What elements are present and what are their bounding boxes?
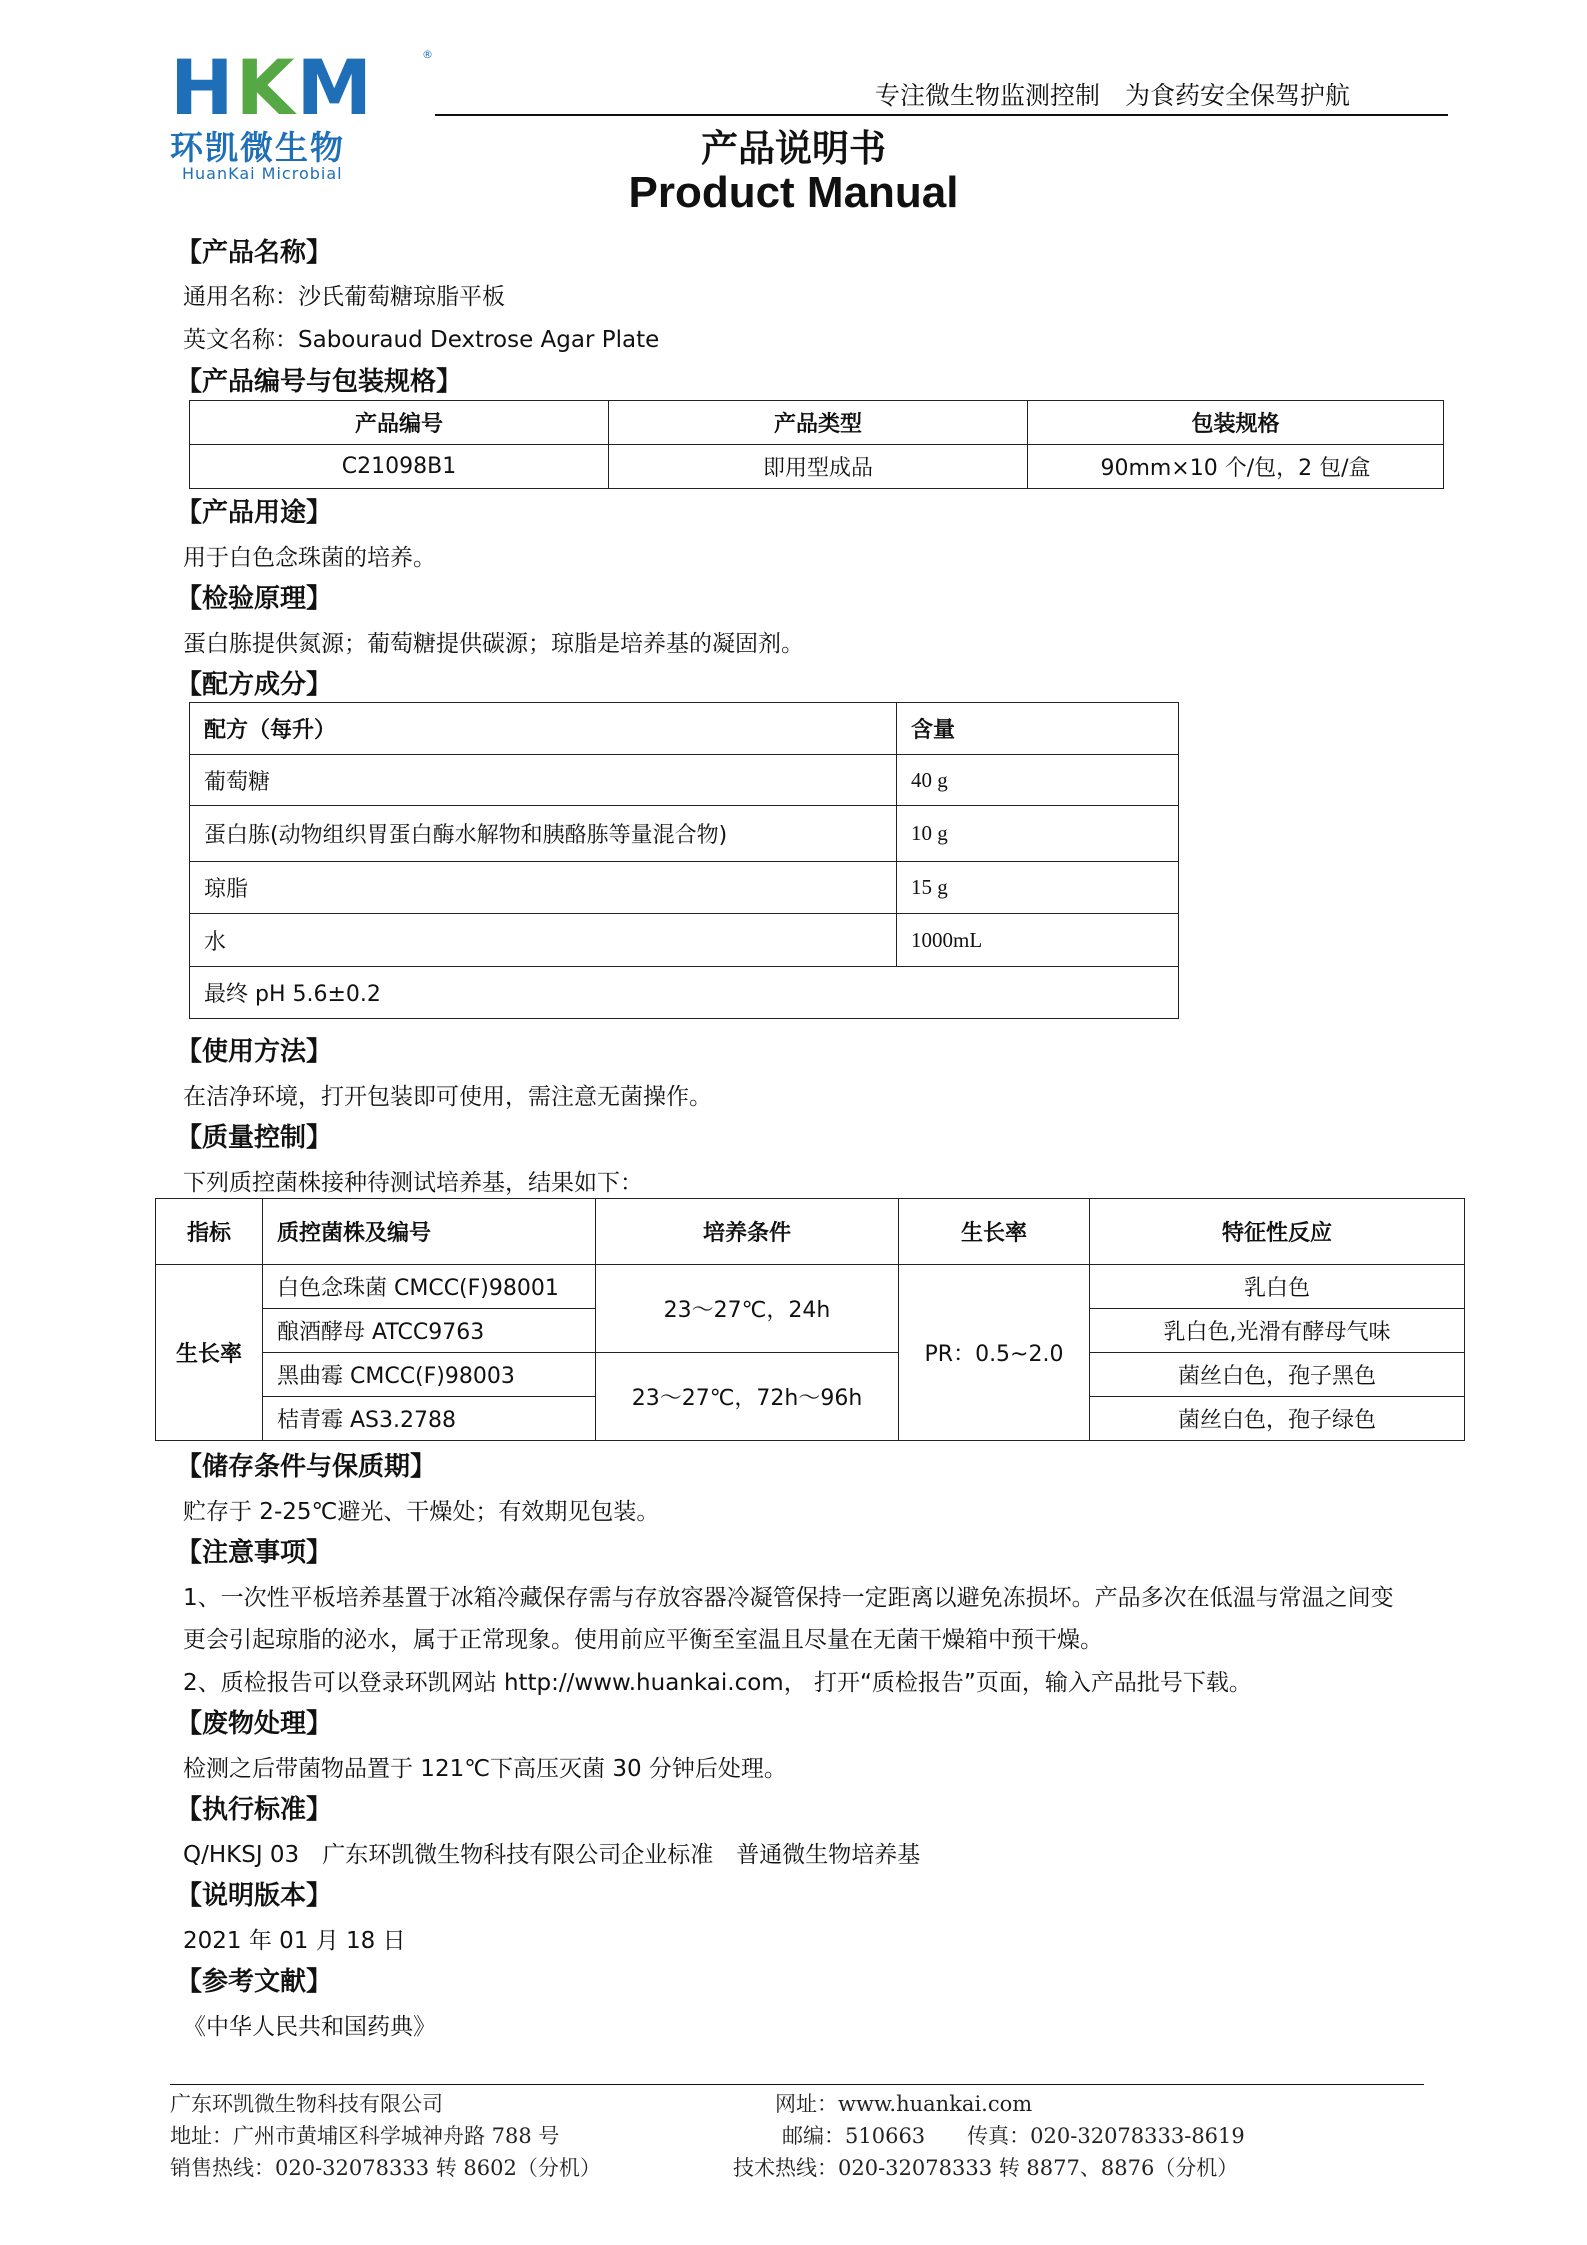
spec-cell-code: C21098B1	[190, 445, 609, 489]
title-chinese: 产品说明书	[701, 127, 886, 170]
qc-strain: 黑曲霉 CMCC(F)98003	[263, 1353, 596, 1397]
spec-cell-type: 即用型成品	[609, 445, 1028, 489]
notes-line-3: 2、质检报告可以登录环凯网站 http://www.huankai.com， 打开“质检报告”页面，输入产品批号下载。	[183, 1670, 1252, 1696]
title-english: Product Manual	[628, 168, 959, 217]
section-use: 【产品用途】	[176, 498, 333, 528]
logo-chinese-name: 环凯微生物	[170, 128, 345, 167]
footer-website[interactable]: 网址：www.huankai.com	[775, 2092, 1033, 2116]
section-notes: 【注意事项】	[176, 1538, 333, 1568]
qc-header-strain: 质控菌株及编号	[263, 1199, 596, 1265]
ingredient-amount: 1000mL	[897, 914, 1179, 967]
footer-address: 地址：广州市黄埔区科学城神舟路 788 号	[170, 2124, 560, 2148]
principle-text: 蛋白胨提供氮源；葡萄糖提供碳源；琼脂是培养基的凝固剂。	[183, 631, 804, 657]
section-formula: 【配方成分】	[176, 670, 333, 700]
formula-table	[189, 702, 1179, 1019]
footer-postcode-fax: 邮编：510663 传真：020-32078333-8619	[782, 2124, 1245, 2148]
footer-sales-hotline: 销售热线：020-32078333 转 8602（分机）	[170, 2156, 601, 2180]
table-row	[190, 755, 1179, 806]
ingredient-name: 蛋白胨(动物组织胃蛋白酶水解物和胰酪胨等量混合物)	[190, 806, 897, 862]
notes-line-1: 1、一次性平板培养基置于冰箱冷藏保存需与存放容器冷凝管保持一定距离以避免冻损坏。产品多次在低温与常温之间变	[183, 1585, 1394, 1611]
ingredient-amount: 10 g	[897, 806, 1179, 862]
header-divider	[435, 114, 1448, 116]
qc-indicator: 生长率	[156, 1265, 263, 1441]
registered-mark: ®	[422, 48, 433, 61]
table-row	[190, 914, 1179, 967]
english-name: 英文名称：Sabouraud Dextrose Agar Plate	[183, 327, 660, 353]
use-text: 用于白色念珠菌的培养。	[183, 545, 436, 571]
table-row	[190, 862, 1179, 914]
spec-table	[189, 400, 1444, 489]
method-text: 在洁净环境，打开包装即可使用，需注意无菌操作。	[183, 1084, 712, 1110]
ingredient-name: 葡萄糖	[190, 755, 897, 806]
qc-condition: 23～27℃，24h	[596, 1265, 899, 1353]
section-storage: 【储存条件与保质期】	[176, 1452, 437, 1482]
qc-strain: 酿酒酵母 ATCC9763	[263, 1309, 596, 1353]
qc-header-indicator: 指标	[156, 1199, 263, 1265]
notes-line-2: 更会引起琼脂的泌水，属于正常现象。使用前应平衡至室温且尽量在无菌干燥箱中预干燥。	[183, 1627, 1103, 1653]
section-principle: 【检验原理】	[176, 584, 333, 614]
ingredient-amount: 40 g	[897, 755, 1179, 806]
qc-reaction: 菌丝白色，孢子黑色	[1090, 1353, 1465, 1397]
spec-cell-package: 90mm×10 个/包，2 包/盒	[1028, 445, 1444, 489]
references-text: 《中华人民共和国药典》	[183, 2014, 436, 2040]
section-product-name: 【产品名称】	[176, 238, 333, 268]
slogan: 专注微生物监测控制 为食药安全保驾护航	[875, 81, 1351, 110]
storage-text: 贮存于 2-25℃避光、干燥处；有效期见包装。	[183, 1499, 660, 1525]
spec-header-type: 产品类型	[609, 401, 1028, 445]
spec-header-package: 包装规格	[1028, 401, 1444, 445]
disposal-text: 检测之后带菌物品置于 121℃下高压灭菌 30 分钟后处理。	[183, 1756, 787, 1782]
qc-intro: 下列质控菌株接种待测试培养基，结果如下：	[183, 1170, 643, 1196]
qc-header-condition: 培养条件	[596, 1199, 899, 1265]
ingredient-amount: 15 g	[897, 862, 1179, 914]
qc-strain: 桔青霉 AS3.2788	[263, 1397, 596, 1441]
logo-letters-text: HKM	[170, 43, 375, 132]
ingredient-name: 水	[190, 914, 897, 967]
qc-strain: 白色念珠菌 CMCC(F)98001	[263, 1265, 596, 1309]
formula-header-amount: 含量	[897, 703, 1179, 755]
qc-reaction: 乳白色,光滑有酵母气味	[1090, 1309, 1465, 1353]
section-qc: 【质量控制】	[176, 1123, 333, 1153]
common-name: 通用名称：沙氏葡萄糖琼脂平板	[183, 284, 505, 310]
footer-divider	[170, 2084, 1424, 2085]
table-row	[156, 1265, 1465, 1309]
standard-text: Q/HKSJ 03 广东环凯微生物科技有限公司企业标准 普通微生物培养基	[183, 1842, 921, 1868]
logo-english-name: HuanKai Microbial	[182, 164, 343, 183]
qc-condition: 23～27℃，72h～96h	[596, 1353, 899, 1441]
qc-table	[155, 1198, 1465, 1441]
section-references: 【参考文献】	[176, 1967, 333, 1997]
version-text: 2021 年 01 月 18 日	[183, 1928, 406, 1954]
section-standard: 【执行标准】	[176, 1795, 333, 1825]
ingredient-name: 琼脂	[190, 862, 897, 914]
footer-company: 广东环凯微生物科技有限公司	[170, 2092, 443, 2116]
logo-letters	[170, 43, 375, 132]
spec-header-code: 产品编号	[190, 401, 609, 445]
qc-header-reaction: 特征性反应	[1090, 1199, 1465, 1265]
qc-rate: PR：0.5~2.0	[899, 1265, 1090, 1441]
table-row	[190, 806, 1179, 862]
table-row	[156, 1353, 1465, 1397]
qc-reaction: 乳白色	[1090, 1265, 1465, 1309]
footer-tech-hotline: 技术热线：020-32078333 转 8877、8876（分机）	[733, 2156, 1239, 2180]
qc-header-rate: 生长率	[899, 1199, 1090, 1265]
section-version: 【说明版本】	[176, 1881, 333, 1911]
qc-reaction: 菌丝白色，孢子绿色	[1090, 1397, 1465, 1441]
section-spec: 【产品编号与包装规格】	[176, 367, 463, 397]
section-method: 【使用方法】	[176, 1037, 333, 1067]
final-ph: 最终 pH 5.6±0.2	[190, 967, 1179, 1019]
section-disposal: 【废物处理】	[176, 1709, 333, 1739]
formula-header-ingredient: 配方（每升）	[190, 703, 897, 755]
